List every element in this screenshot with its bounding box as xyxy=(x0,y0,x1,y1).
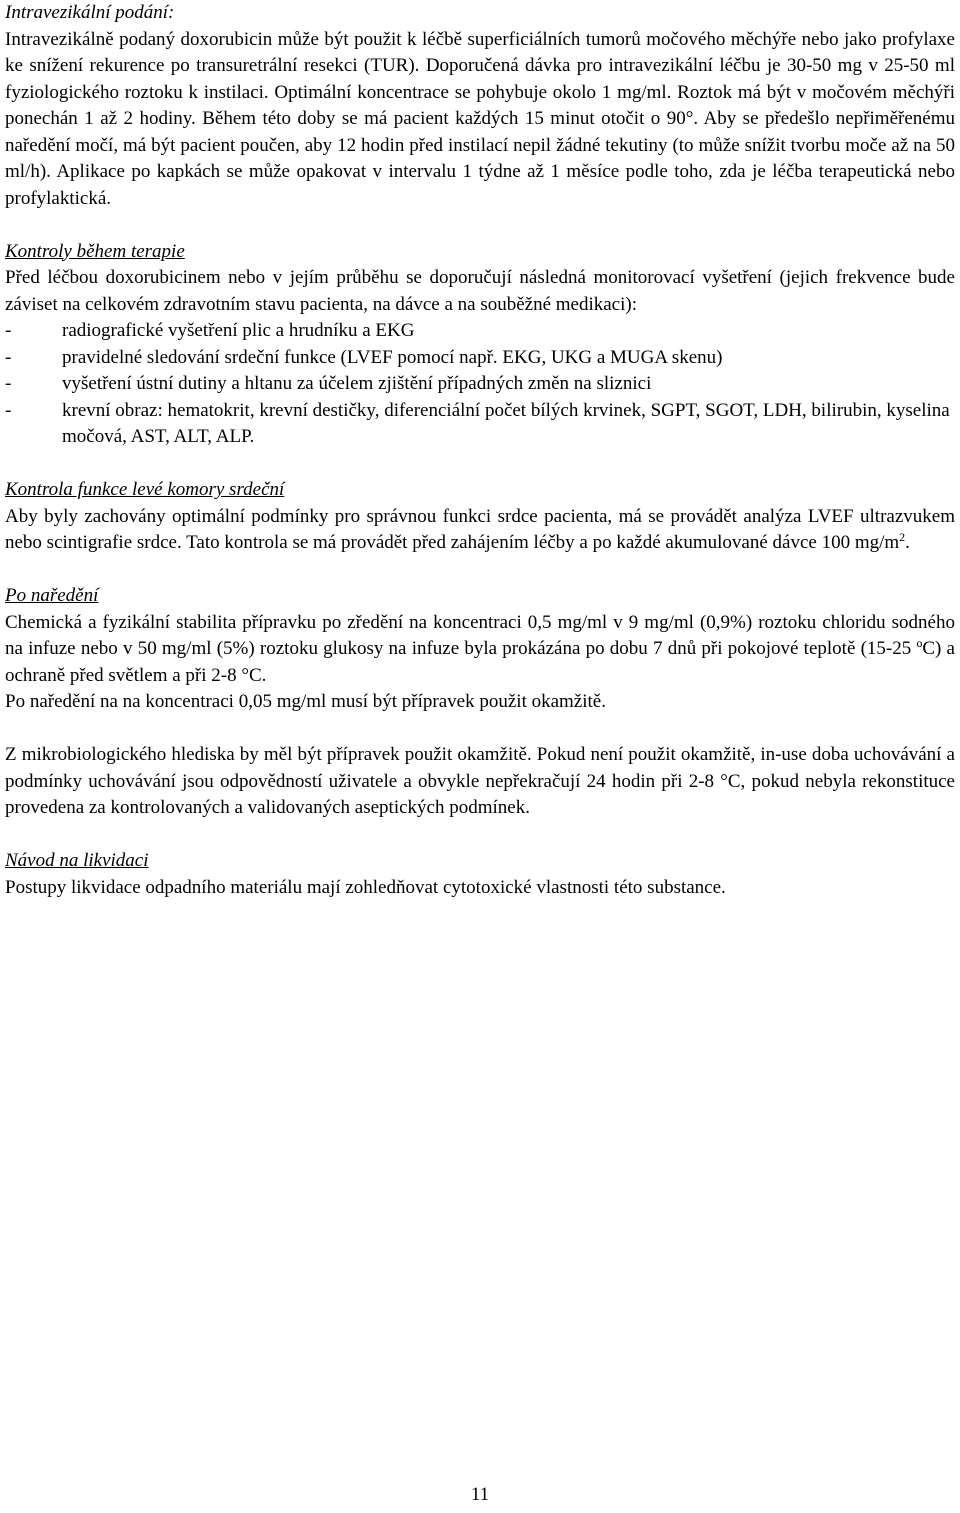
section-paragraph: Postupy likvidace odpadního materiálu mají zohledňovat cytotoxické vlastnosti této substance. xyxy=(5,876,726,898)
list-item-text: krevní obraz: hematokrit, krevní destičky, diferenciální počet bílých krvinek, SGPT, SGOT, LDH, bilirubin, kyselina močová, AST, ALT, ALP. xyxy=(62,399,950,447)
section-intravesical xyxy=(5,0,955,212)
section-heading: Intravezikální podání: xyxy=(5,2,175,23)
list-item-text: pravidelné sledování srdeční funkce (LVEF pomocí např. EKG, UKG a MUGA skenu) xyxy=(62,346,723,368)
page-number: 11 xyxy=(470,1484,490,1505)
section-paragraph: Po naředění na na koncentraci 0,05 mg/ml musí být přípravek použit okamžitě. xyxy=(5,691,606,712)
list-item xyxy=(5,318,955,345)
section-paragraph: Před léčbou doxorubicinem nebo v jejím průběhu se doporučují následná monitorovací vyšetření (jejich frekvence bude záviset na celkovém zdravotním stavu pacienta, na dávce a na souběžné medikaci): xyxy=(5,267,955,315)
section-heading: Po naředění xyxy=(5,585,99,606)
document-page xyxy=(5,0,955,901)
section-monitoring xyxy=(5,239,955,451)
section-paragraph: Intravezikálně podaný doxorubicin může být použit k léčbě superficiálních tumorů močového měchýře nebo jako profylaxe ke snížení rekurence po transuretrální resekci (TUR). Doporučená dávka pro intravezikální léčbu je 30-50 mg v 25-50 ml fyziologického roztoku k instilaci. Optimální koncentrace se pohybuje okolo 1 mg/ml. Roztok má být v močovém měchýři ponechán 1 až 2 hodiny. Během této doby se má pacient každých 15 minut otočit o 90°. Aby se předešlo nepřiměřenému naředění močí, má být pacient poučen, aby 12 hodin před instilací nepil žádné tekutiny (to může snížit tvorbu moče až na 50 ml/h). Aplikace po kapkách se může opakovat v intervalu 1 týdne až 1 měsíce podle toho, zda je léčba terapeutická nebo profylaktická. xyxy=(5,28,955,209)
paragraph-suffix: . xyxy=(905,532,910,553)
section-dilution xyxy=(5,583,955,822)
list-item xyxy=(5,398,955,451)
section-paragraph: Z mikrobiologického hlediska by měl být přípravek použit okamžitě. Pokud není použit okamžitě, in-use doba uchovávání a podmínky uchovávání jsou odpovědností uživatele a obvykle nepřekračují 24 hodin při 2-8 °C, pokud nebyla rekonstituce provedena za kontrolovaných a validovaných aseptických podmínek. xyxy=(5,744,955,818)
section-heading: Návod na likvidaci xyxy=(5,850,149,871)
list-dash: - xyxy=(5,373,12,394)
section-paragraph: Chemická a fyzikální stabilita přípravku po zředění na koncentraci 0,5 mg/ml v 9 mg/ml (0,9%) roztoku chloridu sodného na infuze nebo v 50 mg/ml (5%) roztoku glukosy na infuze byla prokázána po dobu 7 dnů při pokojové teplotě (15-25 ºC) a ochraně před světlem a při 2-8 °C. xyxy=(5,611,955,686)
list-item-text: vyšetření ústní dutiny a hltanu za účelem zjištění případných změn na sliznici xyxy=(62,373,652,394)
list-item-text: radiografické vyšetření plic a hrudníku a EKG xyxy=(62,320,415,341)
list-dash: - xyxy=(5,320,12,341)
section-paragraph xyxy=(5,504,955,557)
list-item xyxy=(5,371,955,398)
section-lv-function xyxy=(5,477,955,557)
list-dash: - xyxy=(5,399,12,421)
section-heading: Kontrola funkce levé komory srdeční xyxy=(5,479,285,500)
list-dash: - xyxy=(5,346,12,368)
paragraph-text: Aby byly zachovány optimální podmínky pro správnou funkci srdce pacienta, má se provádět analýza LVEF ultrazvukem nebo scintigrafie srdce. Tato kontrola se má provádět před zahájením léčby a po každé akumulované dávce 100 mg/m xyxy=(5,505,955,553)
list-item xyxy=(5,345,955,372)
section-heading: Kontroly během terapie xyxy=(5,240,185,262)
monitoring-list xyxy=(5,318,955,451)
section-disposal xyxy=(5,848,955,901)
superscript: 2 xyxy=(899,530,906,544)
